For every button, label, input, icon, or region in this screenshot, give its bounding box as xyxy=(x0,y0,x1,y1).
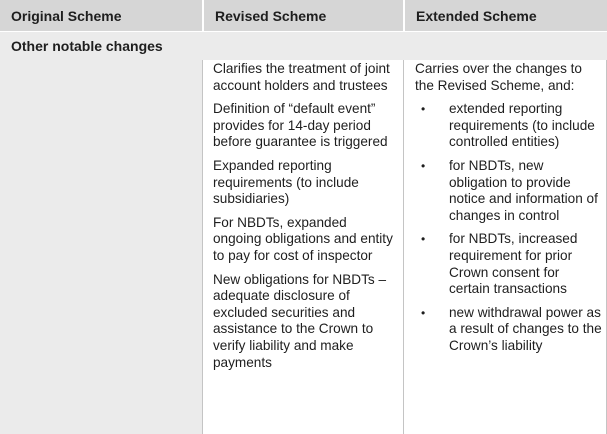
header-revised-scheme: Revised Scheme xyxy=(202,0,403,31)
list-item-text: for NBDTs, increased requirement for prior Crown consent for certain transactions xyxy=(449,231,578,297)
list-item-text: extended reporting requirements (to include controlled entities) xyxy=(449,101,595,150)
list-item xyxy=(415,158,602,224)
original-scheme-cell xyxy=(0,60,202,434)
revised-paragraph: For NBDTs, expanded ongoing obligations and entity to pay for cost of inspector xyxy=(213,214,393,263)
section-title: Other notable changes xyxy=(0,31,607,60)
bullet-icon: • xyxy=(421,158,426,173)
extended-scheme-cell xyxy=(403,60,607,434)
list-item xyxy=(415,101,602,151)
bullet-icon: • xyxy=(421,102,426,117)
revised-paragraph: Clarifies the treatment of joint account holders and trustees xyxy=(213,61,390,93)
header-extended-scheme: Extended Scheme xyxy=(403,0,607,31)
bullet-icon: • xyxy=(421,305,426,320)
list-item-text: for NBDTs, new obligation to provide notice and information of changes in control xyxy=(449,157,598,223)
list-item-text: new withdrawal power as a result of changes to the Crown’s liability xyxy=(449,304,602,353)
revised-paragraph: Definition of “default event” provides for 14-day period before guarantee is triggered xyxy=(213,101,388,150)
revised-paragraph: Expanded reporting requirements (to include subsidiaries) xyxy=(213,157,359,207)
revised-paragraph: New obligations for NBDTs – adequate disclosure of excluded securities and assistance to the Crown to verify liability and make payments xyxy=(213,271,387,370)
bullet-icon: • xyxy=(421,232,426,247)
list-item xyxy=(415,231,602,297)
revised-scheme-cell xyxy=(202,60,403,434)
list-item xyxy=(415,305,602,355)
header-original-scheme: Original Scheme xyxy=(0,0,202,31)
extended-intro: Carries over the changes to the Revised Scheme, and: xyxy=(415,61,582,93)
